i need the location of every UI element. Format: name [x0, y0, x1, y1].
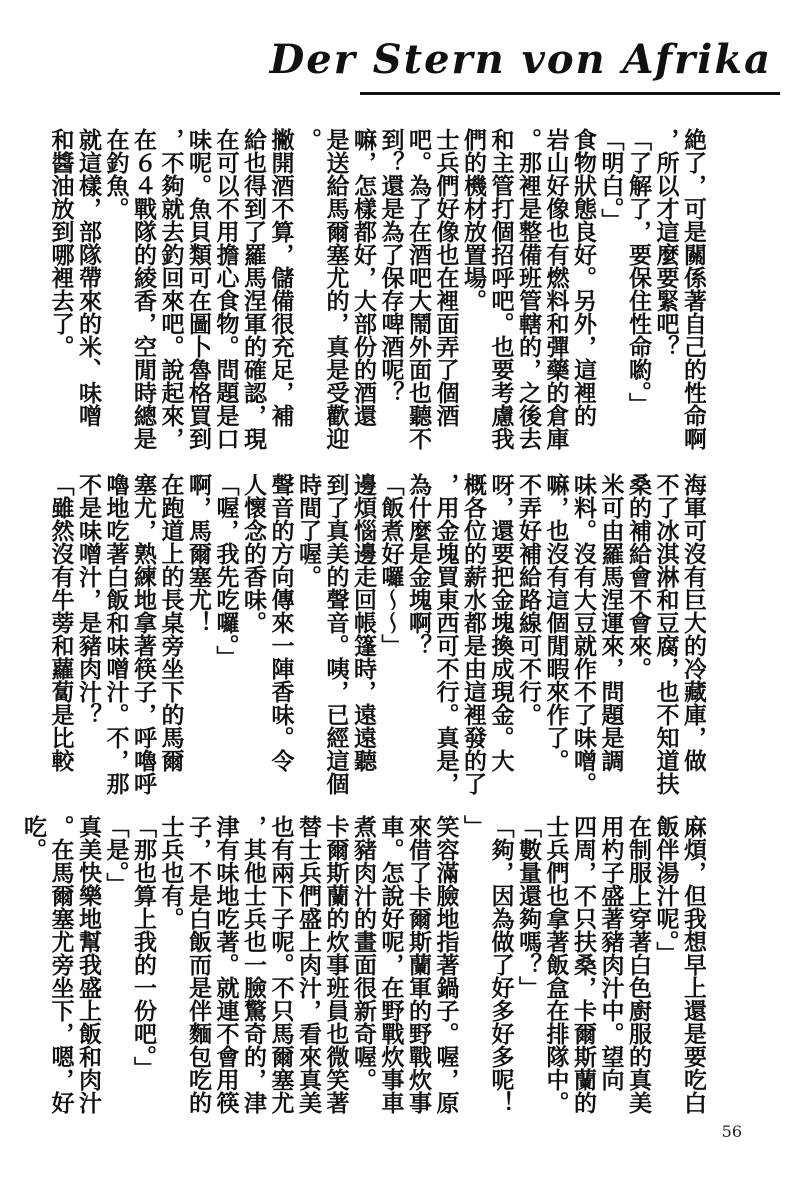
- text-line: 「數量還夠嗎？」: [515, 815, 541, 999]
- text-line: 啊，馬爾塞尤！: [185, 473, 211, 634]
- text-line: 在可以不用擔心食物。問題是口: [212, 128, 239, 450]
- text-line: ，用金塊買東西可不行。真是，: [432, 473, 459, 795]
- text-line: 不是味噌汁，是豬肉汁？: [75, 473, 101, 726]
- text-line: 撇開酒不算，儲備很充足，補: [267, 128, 294, 427]
- text-line: 四周，不只扶桑，卡爾斯蘭的: [570, 815, 596, 1114]
- text-line: 概各位的薪水都是由這裡發的了: [460, 473, 486, 795]
- text-line: 邊煩惱邊走回帳篷時，遠遠聽: [350, 473, 376, 772]
- text-line: 和醬油放到哪裡去了。: [47, 128, 74, 358]
- text-block-top: [6, 128, 706, 458]
- text-line: 來借了卡爾斯蘭軍的野戰炊事: [405, 815, 431, 1114]
- text-line: 士兵也有。: [157, 815, 184, 930]
- text-line: 「那也算上我的一份吧。」: [130, 815, 156, 1080]
- text-line: 味呢。魚貝類可在圖卜魯格買到: [185, 128, 211, 450]
- text-line: 笑容滿臉地指著鍋子。喔，原: [432, 815, 459, 1114]
- text-line: 子，不是白飯而是伴麵包吃的: [185, 815, 211, 1114]
- text-line: 士兵們也拿著飯盒在排隊中。: [542, 815, 569, 1114]
- text-block-middle: [6, 473, 706, 803]
- text-line: 「夠，因為做了好多好多呢！: [487, 815, 514, 1114]
- text-line: 聲音的方向傳來一陣香味。令: [267, 473, 294, 772]
- text-line: 」: [460, 815, 486, 838]
- text-line: 「明白。」: [597, 128, 624, 232]
- text-line: 在釣魚。: [102, 128, 129, 220]
- text-line: 在跑道上的長桌旁坐下的馬爾: [157, 473, 184, 772]
- text-line: 就這樣，部隊帶來的米、味噌: [75, 128, 101, 427]
- text-line: 岩山好像也有燃料和彈藥的倉庫: [542, 128, 569, 450]
- text-line: 味料。沒有大豆就作不了味噌。: [570, 473, 596, 795]
- text-line: 「飯煮好囉～～」: [377, 473, 404, 657]
- text-line: 「是。」: [102, 815, 129, 896]
- text-line: 。: [295, 128, 321, 151]
- text-line: 真美快樂地幫我盛上飯和肉汁: [75, 815, 101, 1114]
- text-line: 嚕地吃著白飯和味噌汁。不，那: [102, 473, 129, 795]
- text-line: 。在馬爾塞尤旁坐下，嗯，好: [47, 815, 74, 1114]
- text-line: 吃。: [20, 815, 46, 861]
- text-line: 塞尤，熟練地拿著筷子，呼嚕呼: [130, 473, 156, 795]
- text-line: 桑的補給會不會來。: [625, 473, 651, 680]
- text-line: 絶了，可是關係著自己的性命啊: [680, 128, 706, 450]
- text-line: 食物狀態良好。另外，這裡的: [570, 128, 596, 427]
- text-line: 海軍可沒有巨大的冷藏庫，做: [680, 473, 706, 772]
- page-number: 56: [721, 1122, 742, 1141]
- text-line: 不弄好補給路線可不行。: [515, 473, 541, 726]
- text-line: 和主管打個招呼吧。也要考慮我: [487, 128, 514, 450]
- text-line: 津有味地吃著。就連不會用筷: [212, 815, 239, 1114]
- text-line: 人懷念的香味。: [240, 473, 266, 634]
- text-line: 。那裡是整備班管轄的，之後去: [515, 128, 541, 450]
- text-line: 在６４戰隊的綾香，空閒時總是: [130, 128, 156, 450]
- text-line: ，所以才這麼要緊吧？: [652, 128, 679, 358]
- text-line: 米可由羅馬涅運來，問題是調: [597, 473, 624, 772]
- text-line: 時間了喔。: [295, 473, 321, 588]
- text-line: 麻煩，但我想早上還是要吃白: [680, 815, 706, 1114]
- text-line: 不了冰淇淋和豆腐，也不知道扶: [652, 473, 679, 795]
- text-line: 煮豬肉汁的畫面很新奇喔。: [350, 815, 376, 1091]
- text-line: 用杓子盛著豬肉汁中。望向: [597, 815, 624, 1091]
- text-line: 「了解了，要保住性命喲。」: [625, 128, 651, 416]
- text-line: 飯伴湯汁呢。」: [652, 815, 679, 965]
- text-line: 到了真美的聲音。咦，已經這個: [322, 473, 349, 795]
- text-line: 車。怎說好呢，在野戰炊事車: [377, 815, 404, 1114]
- text-line: 到？還是為了保存啤酒呢？: [377, 128, 404, 404]
- text-block-bottom: [6, 815, 706, 1145]
- text-line: 給也得到了羅馬涅軍的確認，現: [240, 128, 266, 450]
- text-line: 替士兵們盛上肉汁，看來真美: [295, 815, 321, 1114]
- chapter-title: Der Stern von Afrika: [269, 36, 772, 83]
- text-line: 也有兩下子呢。不只馬爾塞尤: [267, 815, 294, 1114]
- text-line: 「雖然沒有牛蒡和蘿蔔是比較: [47, 473, 74, 772]
- text-line: 在制服上穿著白色廚服的真美: [625, 815, 651, 1114]
- text-line: 是送給馬爾塞尤的，真是受歡迎: [322, 128, 349, 450]
- title-underline: [360, 92, 780, 95]
- text-line: 嘛，怎樣都好，大部份的酒還: [350, 128, 376, 427]
- text-line: 們的機材放置場。: [460, 128, 486, 312]
- text-line: 嘛，也沒有這個閒暇來作了。: [542, 473, 569, 772]
- text-line: 吧。為了在酒吧大鬧外面也聽不: [405, 128, 431, 450]
- text-line: ，不夠就去釣回來吧。說起來，: [157, 128, 184, 450]
- text-line: 士兵們好像也在裡面弄了個酒: [432, 128, 459, 427]
- text-line: 「喔，我先吃囉。」: [212, 473, 239, 669]
- text-line: 為什麼是金塊啊？: [405, 473, 431, 657]
- text-line: ，其他士兵也一臉驚奇的，津: [240, 815, 266, 1114]
- text-line: 呀，還要把金塊換成現金。大: [487, 473, 514, 772]
- text-line: 卡爾斯蘭的炊事班員也微笑著: [322, 815, 349, 1114]
